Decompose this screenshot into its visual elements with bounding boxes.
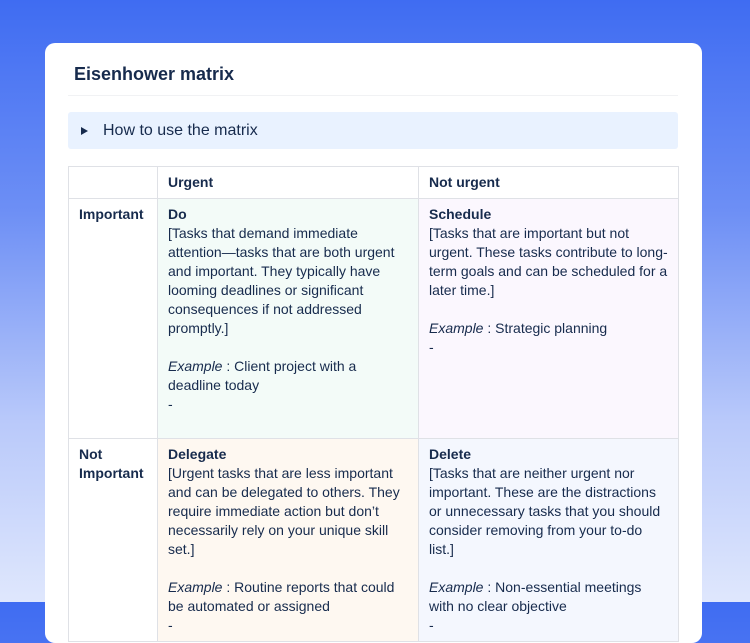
placeholder-dash: - [168, 396, 173, 412]
example-text: : Non-essential meetings with no clear objective [429, 579, 642, 614]
quadrant-title: Schedule [429, 206, 492, 222]
expand-label: How to use the matrix [103, 121, 258, 139]
quadrant-example [429, 319, 668, 338]
spacer [168, 338, 408, 357]
placeholder-dash: - [429, 617, 434, 633]
quadrant-delete [419, 439, 679, 642]
row-label-important: Important [69, 199, 158, 439]
header-corner [69, 167, 158, 199]
triangle-right-icon[interactable] [81, 127, 88, 135]
quadrant-example [168, 357, 408, 395]
example-label: Example [429, 579, 484, 595]
quadrant-title: Delete [429, 446, 472, 462]
title-divider [68, 95, 678, 96]
example-text: : Strategic planning [483, 320, 608, 336]
document-card [45, 43, 702, 643]
placeholder-dash: - [429, 339, 434, 355]
quadrant-example [429, 578, 668, 616]
placeholder-dash: - [168, 617, 173, 633]
spacer [429, 300, 668, 319]
spacer [168, 559, 408, 578]
quadrant-description: [Tasks that are neither urgent nor important. These are the distractions or unnecessary tasks that you should consider removing from your to-do list.] [429, 465, 661, 557]
quadrant-title: Do [168, 206, 187, 222]
header-not-urgent: Not urgent [419, 167, 679, 199]
quadrant-schedule [419, 199, 679, 439]
example-label: Example [429, 320, 484, 336]
table-row [69, 439, 679, 642]
table-row [69, 199, 679, 439]
quadrant-description: [Tasks that are important but not urgent. These tasks contribute to long-term goals and can be scheduled for a later time.] [429, 225, 668, 298]
table-header-row [69, 167, 679, 199]
quadrant-do [158, 199, 419, 439]
header-urgent: Urgent [158, 167, 419, 199]
quadrant-example [168, 578, 408, 616]
expand-how-to-use[interactable] [68, 112, 678, 149]
example-label: Example [168, 579, 223, 595]
eisenhower-table [68, 166, 679, 642]
quadrant-delegate [158, 439, 419, 642]
quadrant-description: [Urgent tasks that are less important and can be delegated to others. They require immediate action but don’t necessarily rely on your unique skill set.] [168, 465, 400, 557]
quadrant-description: [Tasks that demand immediate attention—tasks that are both urgent and important. They typically have looming deadlines or significant consequences if not addressed promptly.] [168, 225, 395, 336]
example-text: : Client project with a deadline today [168, 358, 357, 393]
row-label-not-important: Not Important [69, 439, 158, 642]
spacer [429, 559, 668, 578]
example-text: : Routine reports that could be automated or assigned [168, 579, 395, 614]
example-label: Example [168, 358, 223, 374]
page-title: Eisenhower matrix [74, 64, 235, 84]
quadrant-title: Delegate [168, 446, 227, 462]
